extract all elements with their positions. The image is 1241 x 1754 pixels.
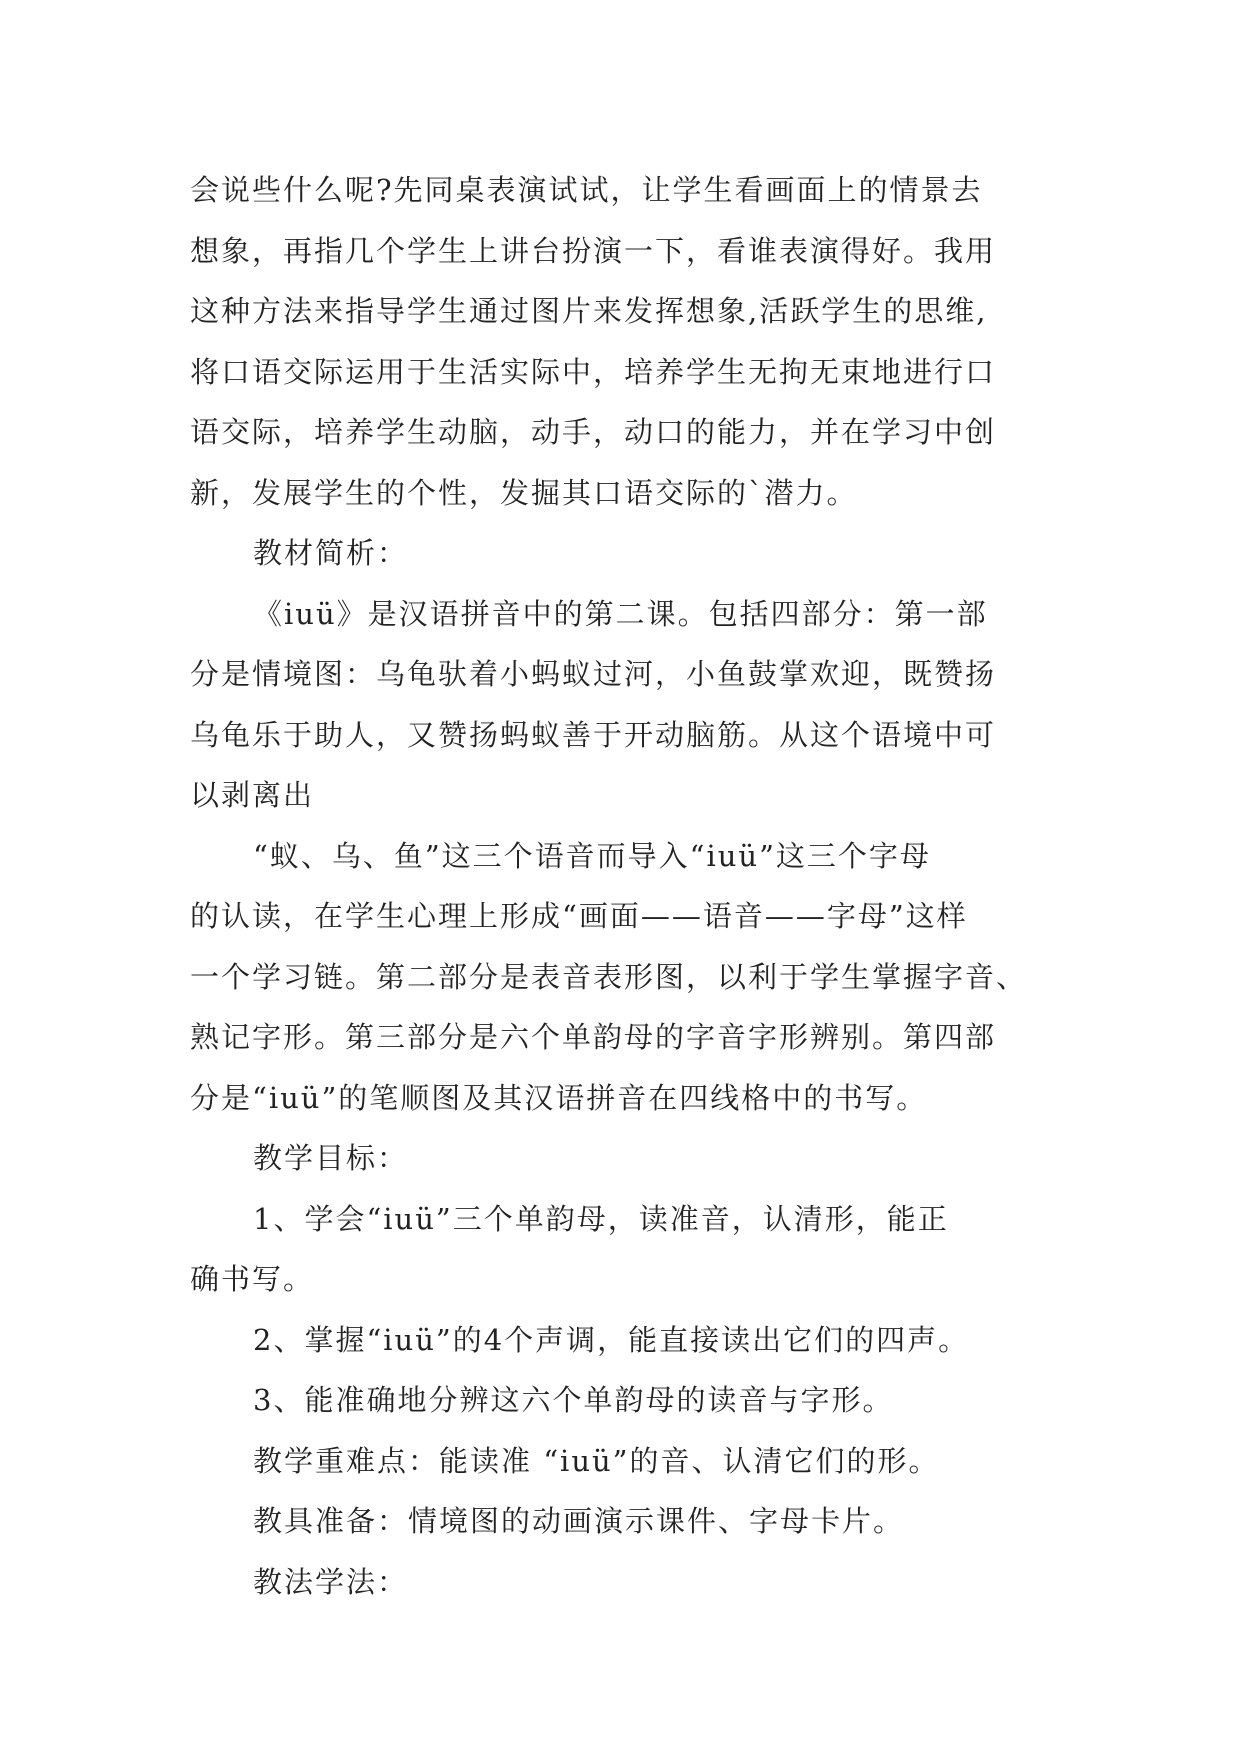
text-line: 会说些什么呢?先同桌表演试试，让学生看画面上的情景去	[190, 173, 983, 207]
text-line: 这种方法来指导学生通过图片来发挥想象,活跃学生的思维,	[190, 294, 988, 328]
text-line: 教法学法：	[253, 1564, 409, 1599]
text-line: 熟记字形。第三部分是六个单韵母的字音字形辨别。第四部	[190, 1020, 997, 1054]
text-line: 1、学会“iuü”三个单韵母，读准音，认清形，能正	[253, 1201, 949, 1236]
text-line: 确书写。	[190, 1262, 315, 1296]
text-line: 乌龟乐于助人，又赞扬蚂蚁善于开动脑筋。从这个语境中可	[190, 717, 997, 752]
text-line: 教具准备：情境图的动画演示课件、字母卡片。	[253, 1504, 905, 1538]
text-line: 3、能准确地分辨这六个单韵母的读音与字形。	[253, 1383, 894, 1417]
text-line: 《iuü》是汉语拼音中的第二课。包括四部分：第一部	[253, 596, 988, 631]
text-line: 新，发展学生的个性，发掘其口语交际的`潜力。	[190, 475, 858, 510]
text-line: 想象，再指几个学生上讲台扮演一下，看谁表演得好。我用	[190, 233, 997, 268]
text-line: 语交际，培养学生动脑，动手，动口的能力，并在学习中创	[190, 415, 997, 449]
document-body	[190, 160, 1090, 1612]
text-line: 以剥离出	[190, 778, 315, 812]
text-line: 教材简析：	[253, 536, 409, 570]
text-line: 一个学习链。第二部分是表音表形图，以利于学生掌握字音、	[190, 959, 1028, 994]
text-line: 教学目标：	[253, 1141, 409, 1175]
text-line: 分是“iuü”的笔顺图及其汉语拼音在四线格中的书写。	[190, 1080, 928, 1115]
text-line: “蚁、乌、鱼”这三个语音而导入“iuü”这三个字母	[253, 838, 931, 873]
text-line: 将口语交际运用于生活实际中，培养学生无拘无束地进行口	[190, 354, 997, 389]
text-line: 的认读，在学生心理上形成“画面——语音——字母”这样	[190, 899, 968, 933]
text-line: 分是情境图：乌龟驮着小蚂蚁过河，小鱼鼓掌欢迎，既赞扬	[190, 657, 997, 691]
text-line: 教学重难点：能读准 “iuü”的音、认清它们的形。	[253, 1443, 940, 1478]
text-line: 2、掌握“iuü”的4个声调，能直接读出它们的四声。	[253, 1322, 970, 1357]
